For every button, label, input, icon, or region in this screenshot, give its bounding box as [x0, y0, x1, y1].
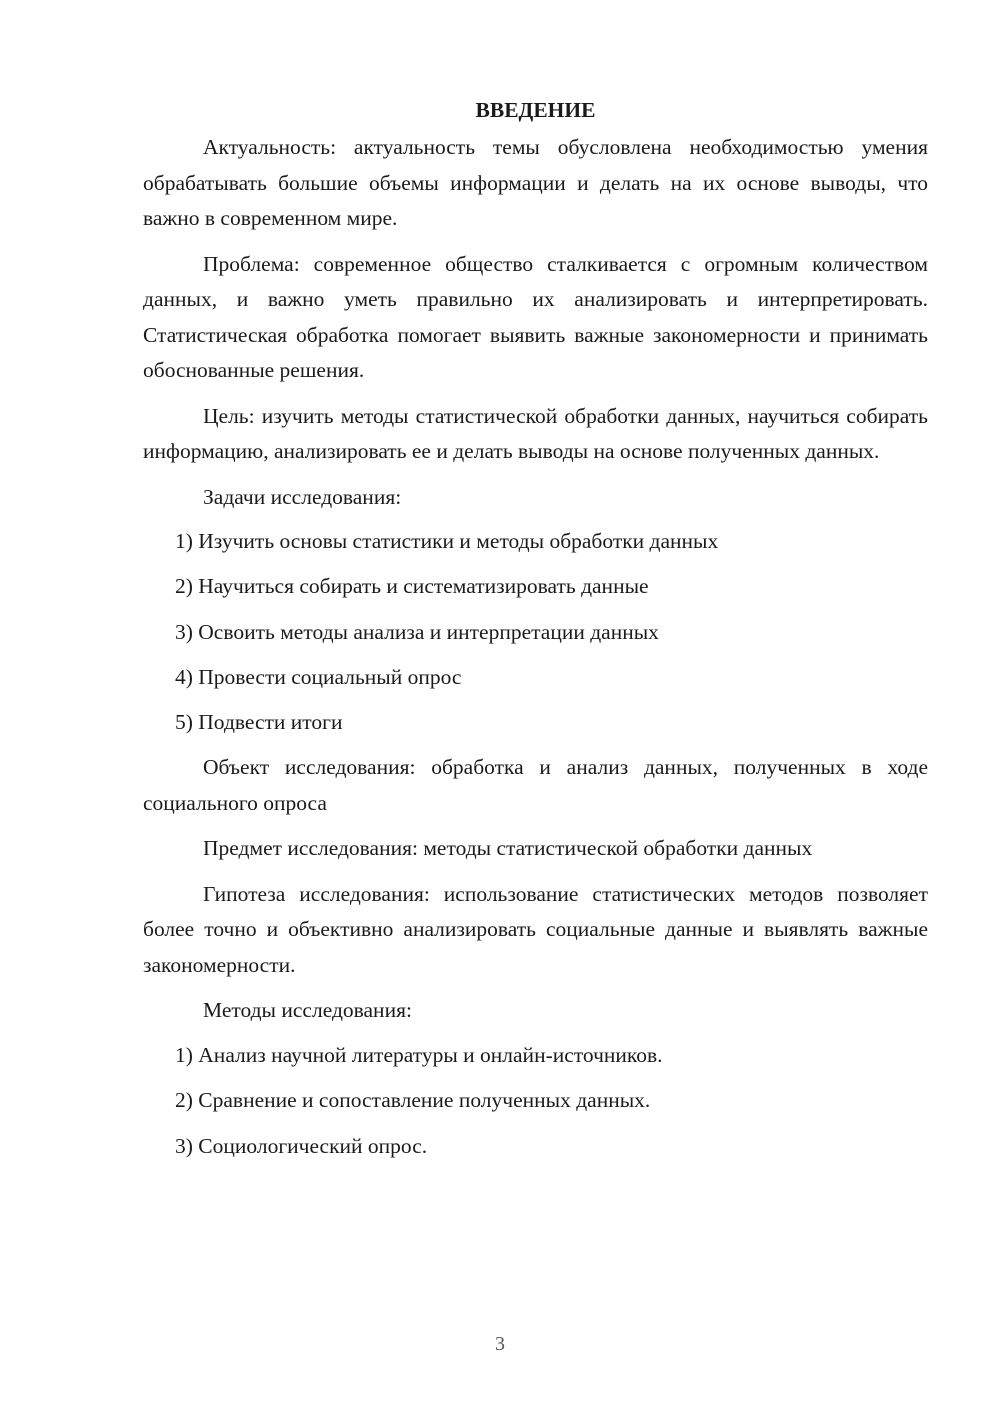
object-paragraph: Объект исследования: обработка и анализ данных, полученных в ходе социального опроса: [143, 755, 928, 815]
task-item: 4) Провести социальный опрос: [175, 664, 462, 689]
task-item: 5) Подвести итоги: [175, 710, 343, 735]
relevance-paragraph: Актуальность: актуальность темы обусловлена необходимостью умения обрабатывать большие объемы информации и делать на их основе выводы, что важно в современном мире.: [143, 135, 928, 230]
methods-heading: Методы исследования:: [203, 998, 412, 1023]
section-heading: ВВЕДЕНИЕ: [475, 98, 596, 122]
tasks-heading: Задачи исследования:: [203, 484, 402, 509]
method-item: 2) Сравнение и сопоставление полученных данных.: [175, 1088, 651, 1113]
problem-paragraph: Проблема: современное общество сталкивается с огромным количеством данных, и важно уметь правильно их анализировать и интерпретировать. Статистическая обработка помогает выявить важные закономерности и принимать обоснованные решения.: [143, 251, 928, 382]
hypothesis-paragraph: Гипотеза исследования: использование статистических методов позволяет более точно и объективно анализировать социальные данные и выявлять важные закономерности.: [143, 881, 928, 977]
tasks-list: [143, 524, 928, 741]
task-item: 2) Научиться собирать и систематизировать данные: [175, 574, 649, 599]
page-number: 3: [495, 1333, 505, 1355]
goal-paragraph: Цель: изучить методы статистической обработки данных, научиться собирать информацию, анализировать ее и делать выводы на основе полученных данных.: [143, 403, 928, 463]
methods-list: [143, 1038, 928, 1164]
method-item: 3) Социологический опрос.: [175, 1133, 428, 1158]
task-item: 1) Изучить основы статистики и методы обработки данных: [175, 529, 719, 553]
subject-paragraph: Предмет исследования: методы статистической обработки данных: [203, 836, 813, 861]
method-item: 1) Анализ научной литературы и онлайн-источников.: [175, 1042, 663, 1067]
document-page: [143, 92, 928, 1174]
task-item: 3) Освоить методы анализа и интерпретации данных: [175, 619, 659, 644]
